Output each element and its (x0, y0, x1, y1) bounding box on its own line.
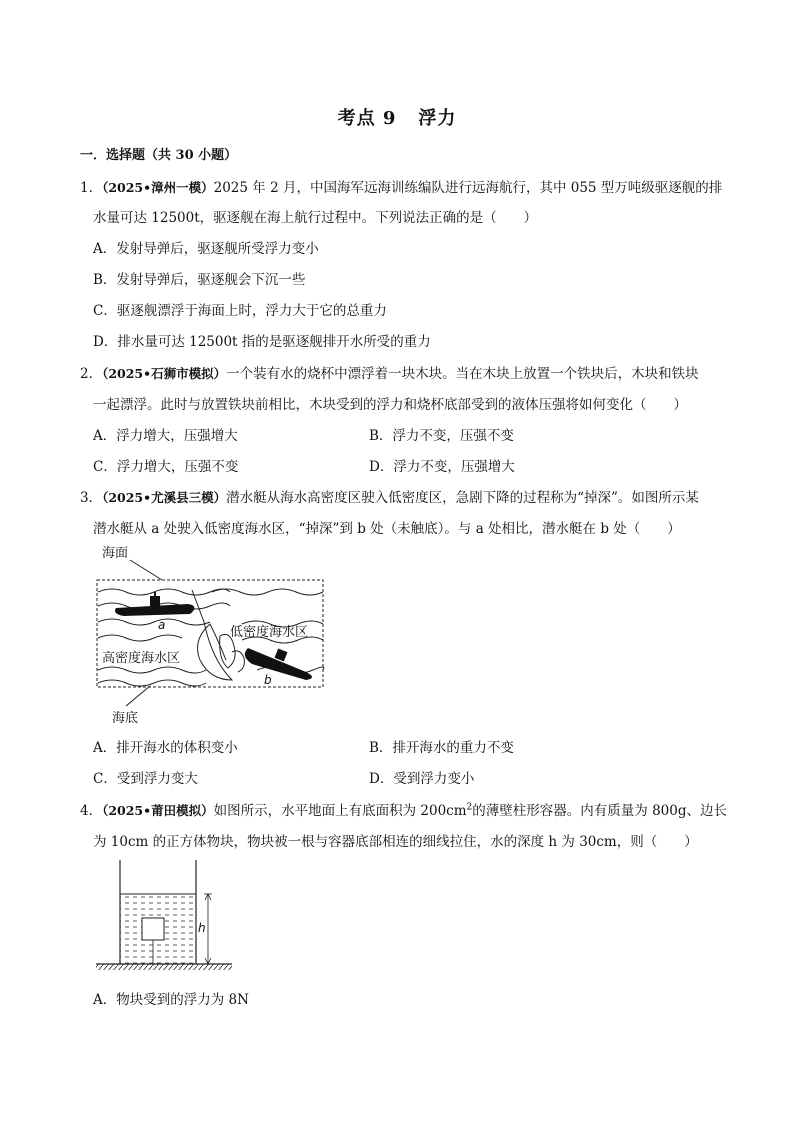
q1-option-b: B．发射导弹后，驱逐舰会下沉一些 (93, 272, 306, 288)
title-main: 考点 9 (337, 108, 397, 129)
q3-option-a: A．排开海水的体积变小 (93, 740, 238, 756)
q3-label-sea-floor: 海底 (112, 711, 139, 726)
q1-text-1: 2025 年 2 月，中国海军远海训练编队进行远海航行，其中 055 型万吨级驱逐舰的排 (213, 180, 723, 196)
q3-label-low-density: 低密度海水区 (230, 625, 309, 640)
q3-number: 3． (80, 490, 103, 506)
q1-line-2: 水量可达 12500t，驱逐舰在海上航行过程中。下列说法正确的是（ ） (93, 210, 538, 226)
q2-option-a: A．浮力增大，压强增大 (93, 428, 238, 444)
q4-line-2: 为 10cm 的正方体物块，物块被一根与容器底部相连的细线拉住，水的深度 h 为 30cm，则（ ） (93, 834, 698, 850)
q1-option-c: C．驱逐舰漂浮于海面上时，浮力大于它的总重力 (93, 303, 387, 319)
q4-ground (96, 964, 232, 970)
q4-text-1a: 如图所示，水平地面上有底面积为 200cm (213, 803, 467, 819)
q4-label-h: h (198, 921, 206, 935)
q3-submarine-figure (92, 540, 332, 730)
q2-line-1 (80, 362, 699, 382)
q1-option-a: A．发射导弹后，驱逐舰所受浮力变小 (93, 241, 319, 257)
q3-label-b: b (264, 673, 272, 687)
q2-option-d: D．浮力不变，压强增大 (369, 459, 515, 475)
q3-source: （2025•尤溪县三模） (102, 490, 227, 505)
q3-line-2: 潜水艇从 a 处驶入低密度海水区，“掉深”到 b 处（未触底）。与 a 处相比，潜水艇在 b 处（ ） (93, 521, 681, 537)
q2-text-1: 一个装有水的烧杯中漂浮着一块木块。当在木块上放置一个铁块后，木块和铁块 (226, 366, 699, 382)
q3-option-d: D．受到浮力变小 (369, 771, 475, 787)
title-topic: 浮力 (418, 108, 457, 129)
q4-line-1 (80, 799, 727, 819)
q2-source: （2025•石狮市模拟） (102, 366, 227, 381)
q4-container-figure (92, 858, 242, 973)
q2-option-c: C．浮力增大，压强不变 (93, 459, 239, 475)
q3-label-sea-surface: 海面 (102, 546, 129, 561)
q3-text-1: 潜水艇从海水高密度区驶入低密度区，急剧下降的过程称为“掉深”。如图所示某 (226, 490, 699, 506)
q3-option-b: B．排开海水的重力不变 (369, 740, 514, 756)
q1-number: 1． (80, 180, 103, 196)
q4-block (142, 918, 164, 940)
q2-number: 2． (80, 366, 103, 382)
q3-label-a: a (158, 618, 166, 632)
q1-source: （2025•漳州一模） (102, 180, 214, 195)
section-heading: 一．选择题（共 30 小题） (80, 148, 238, 163)
q1-option-d: D．排水量可达 12500t 指的是驱逐舰排开水所受的重力 (93, 334, 431, 350)
q4-option-a: A．物块受到的浮力为 8N (93, 992, 249, 1008)
q4-text-1b: 的薄壁柱形容器。内有质量为 800g、边长 (472, 803, 727, 819)
q2-line-2: 一起漂浮。此时与放置铁块前相比，木块受到的浮力和烧杯底部受到的液体压强将如何变化（ ） (93, 397, 687, 413)
q4-number: 4． (80, 803, 103, 819)
q3-option-c: C．受到浮力变大 (93, 771, 198, 787)
q2-option-b: B．浮力不变，压强不变 (369, 428, 514, 444)
q4-text-sup: 2 (466, 802, 473, 813)
q3-line-1 (80, 486, 699, 506)
q3-label-high-density: 高密度海水区 (102, 651, 181, 666)
q1-line-1 (80, 176, 722, 196)
page-title (0, 104, 794, 130)
q4-source: （2025•莆田模拟） (102, 803, 214, 818)
